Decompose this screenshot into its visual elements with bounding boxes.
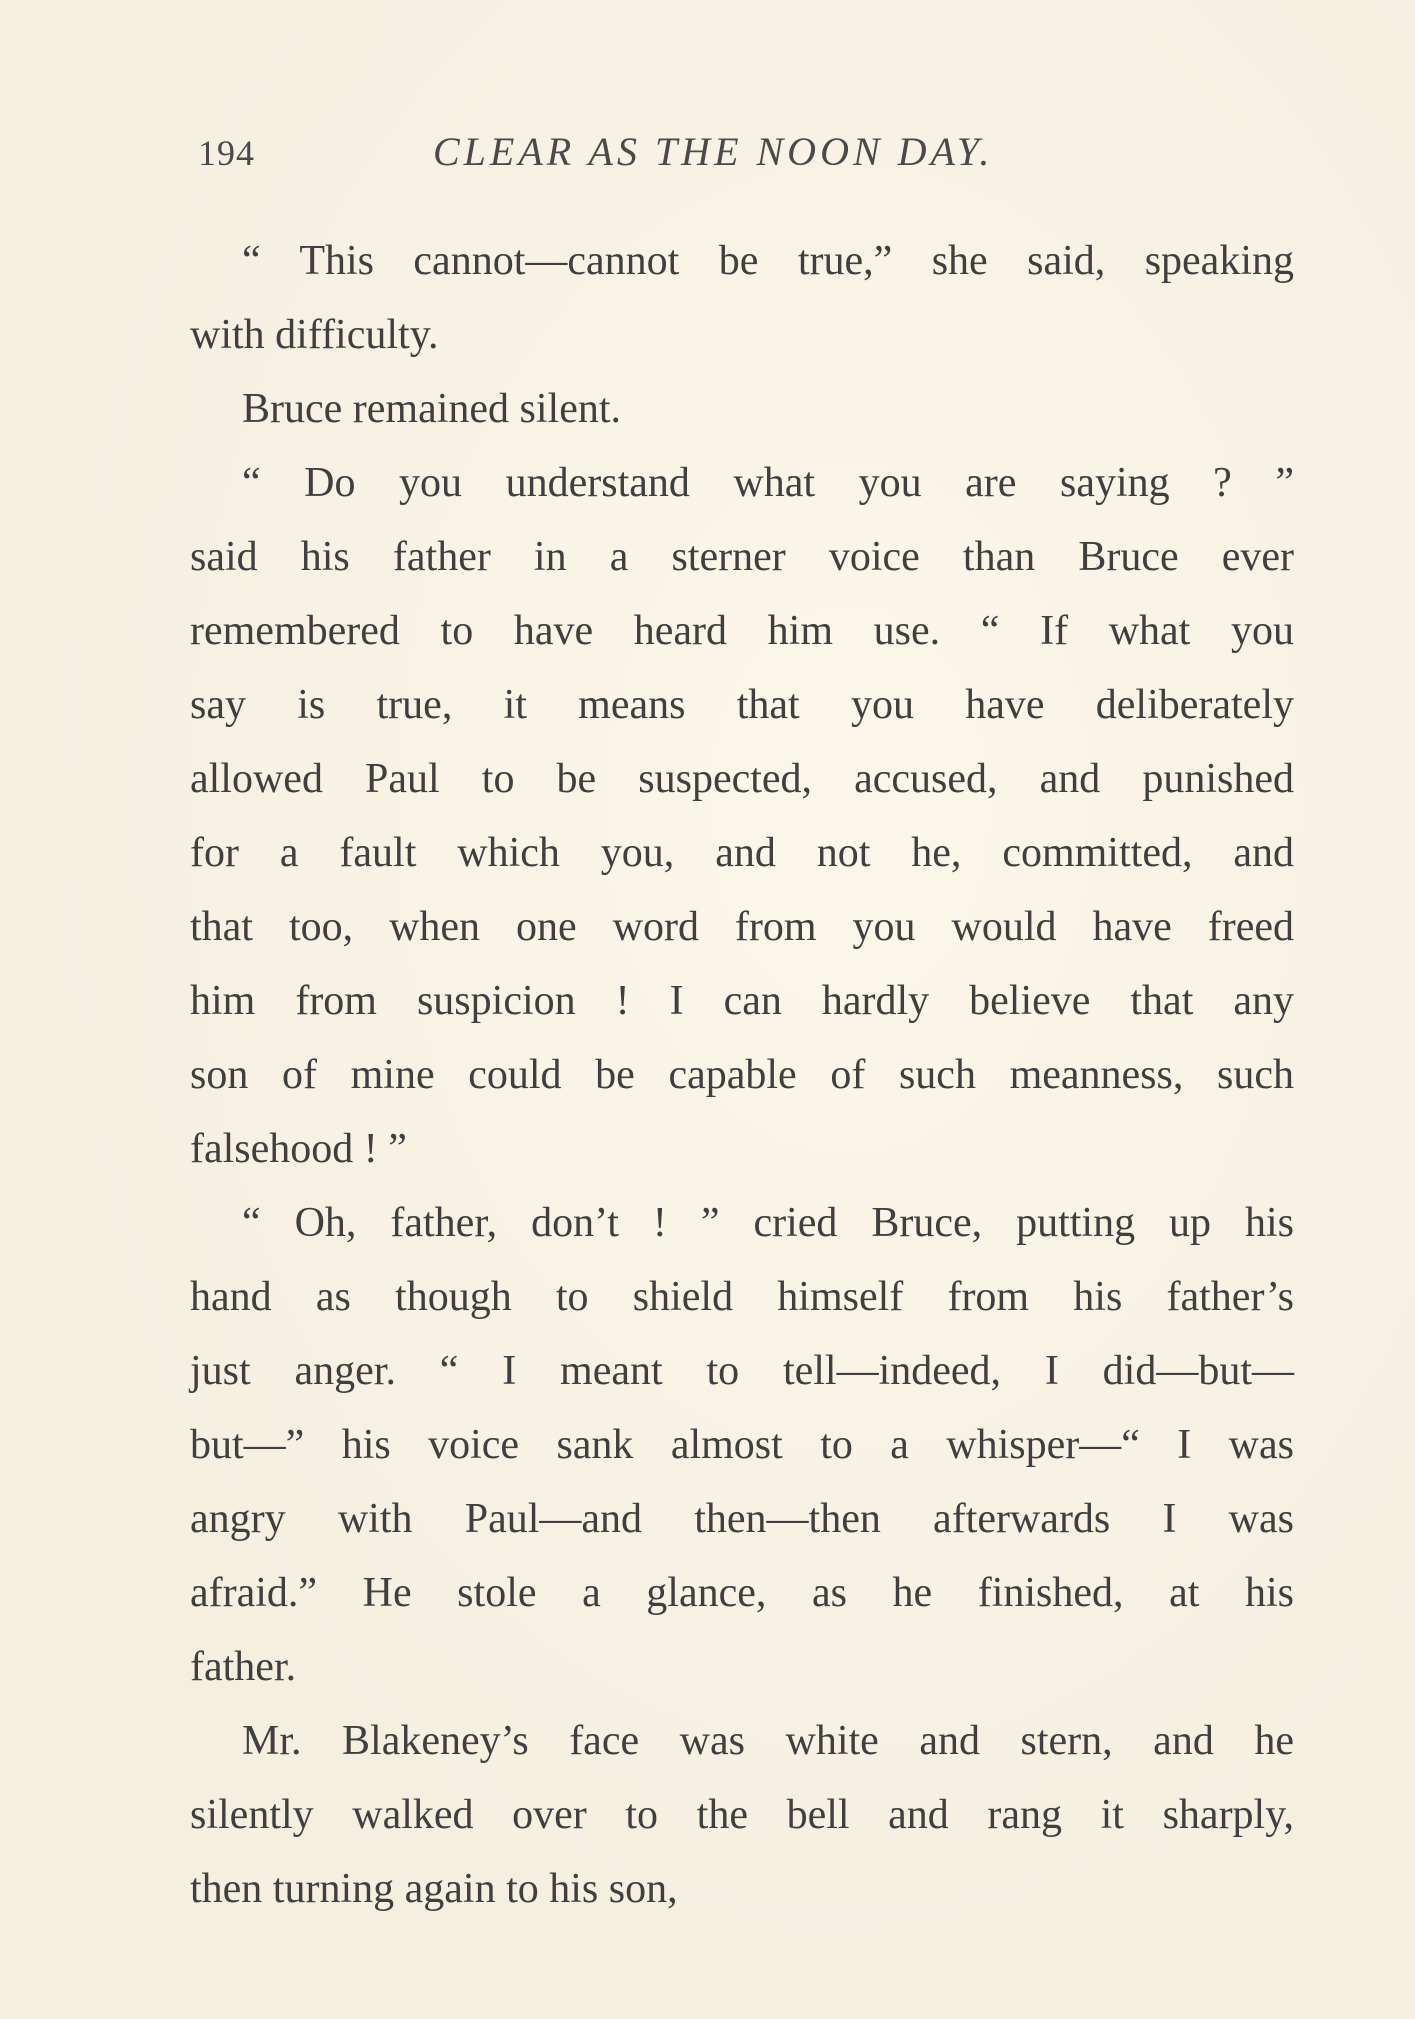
text-line: angry with Paul—and then—then afterwards I was	[190, 1496, 1294, 1542]
text-line: just anger. “ I meant to tell—indeed, I did—but—	[190, 1348, 1294, 1394]
text-line: afraid.” He stole a glance, as he finished, at his	[190, 1570, 1294, 1616]
text-line: allowed Paul to be suspected, accused, and punished	[190, 756, 1294, 802]
text-line: Bruce remained silent.	[242, 386, 622, 432]
text-line: said his father in a sterner voice than Bruce ever	[190, 534, 1294, 580]
text-line: silently walked over to the bell and rang it sharply,	[190, 1792, 1294, 1838]
text-line: father.	[190, 1644, 297, 1690]
text-line: for a fault which you, and not he, committed, and	[190, 830, 1294, 876]
text-line: that too, when one word from you would have freed	[190, 904, 1294, 950]
text-line: with difficulty.	[190, 312, 439, 358]
text-line: then turning again to his son,	[190, 1866, 678, 1912]
text-line: “ Oh, father, don’t ! ” cried Bruce, putting up his	[242, 1200, 1294, 1246]
running-head: CLEAR AS THE NOON DAY.	[433, 129, 994, 174]
page-number: 194	[198, 133, 255, 173]
page-header	[190, 128, 1290, 188]
text-line: say is true, it means that you have deliberately	[190, 682, 1294, 728]
text-line: but—” his voice sank almost to a whisper—“ I was	[190, 1422, 1294, 1468]
text-line: Mr. Blakeney’s face was white and stern, and he	[242, 1718, 1294, 1764]
text-line: hand as though to shield himself from his father’s	[190, 1274, 1294, 1320]
text-line: “ Do you understand what you are saying ? ”	[242, 460, 1294, 506]
text-line: “ This cannot—cannot be true,” she said, speaking	[242, 238, 1294, 284]
text-line: remembered to have heard him use. “ If what you	[190, 608, 1294, 654]
body-text	[190, 224, 1294, 1926]
text-line: falsehood ! ”	[190, 1126, 407, 1172]
text-line: him from suspicion ! I can hardly believe that any	[190, 978, 1294, 1024]
text-line: son of mine could be capable of such meanness, such	[190, 1052, 1294, 1098]
